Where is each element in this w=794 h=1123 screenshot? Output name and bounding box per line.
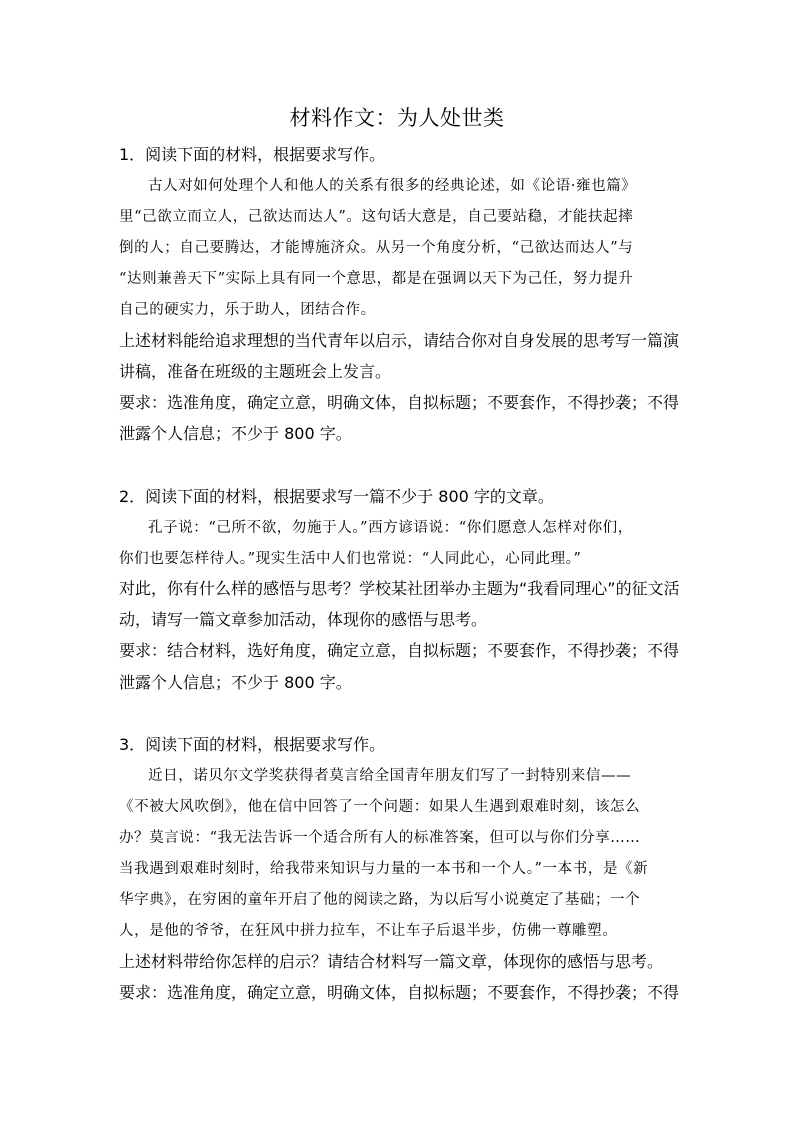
q3-material-line: 近日，诺贝尔文学奖获得者莫言给全国青年朋友们写了一封特别来信—— [148,768,632,784]
q3-task-line: 上述材料带给你怎样的启示？请结合材料写一篇文章，体现你的感悟与思考。 [119,952,664,971]
q3-requirement-line: 要求：选准角度，确定立意，明确文体，自拟标题；不要套作，不得抄袭；不得 [119,983,680,1002]
q3-heading: 3．阅读下面的材料，根据要求写作。 [119,735,386,754]
q3-material-line: 华字典》，在穷困的童年开启了他的阅读之路，为以后写小说奠定了基础；一个 [119,892,641,908]
q1-requirement-line: 泄露个人信息；不少于 800 字。 [119,424,352,443]
q2-task-line: 动，请写一篇文章参加活动，体现你的感悟与思考。 [119,610,488,629]
q2-material-line: 孔子说：“己所不欲，勿施于人。”西方谚语说：“你们愿意人怎样对你们， [148,520,633,536]
q3-material-line: 人，是他的爷爷，在狂风中拼力拉车，不让车子后退半步，仿佛一尊雕塑。 [119,923,618,939]
q1-material-line: “达则兼善天下”实际上具有同一个意思，都是在强调以天下为己任，努力提升 [119,271,634,287]
q1-heading: 1．阅读下面的材料，根据要求写作。 [119,145,386,164]
q2-requirement-line: 泄露个人信息；不少于 800 字。 [119,673,352,692]
q2-task-line: 对此，你有什么样的感悟与思考？学校某社团举办主题为“我看同理心”的征文活 [119,579,680,598]
q1-material-line: 自己的硬实力，乐于助人，团结合作。 [119,302,376,318]
q1-material-line: 里“己欲立而立人，己欲达而达人”。这句话大意是，自己要站稳，才能扶起摔 [119,209,634,225]
q3-material-line: 当我遇到艰难时刻时，给我带来知识与力量的一本书和一个人。”一本书，是《新 [119,861,649,877]
q3-material-line: 办？莫言说：“我无法告诉一个适合所有人的标准答案，但可以与你们分享…… [119,830,641,846]
q1-material-line: 倒的人；自己要腾达，才能博施济众。从另一个角度分析，“己欲达而达人”与 [119,240,634,256]
page-title: 材料作文：为人处世类 [289,106,505,130]
q2-requirement-line: 要求：结合材料，选好角度，确定立意，自拟标题；不要套作，不得抄袭；不得 [119,641,680,660]
q2-heading: 2．阅读下面的材料，根据要求写一篇不少于 800 字的文章。 [119,487,554,506]
q1-task-line: 讲稿，准备在班级的主题班会上发言。 [119,362,392,381]
q2-material-line: 你们也要怎样待人。”现实生活中人们也常说：“人同此心，心同此理。” [119,551,582,567]
q1-task-line: 上述材料能给追求理想的当代青年以启示，请结合你对自身发展的思考写一篇演 [119,331,680,350]
q3-material-line: 《不被大风吹倒》，他在信中回答了一个问题：如果人生遇到艰难时刻，该怎么 [119,799,641,815]
q1-requirement-line: 要求：选准角度，确定立意，明确文体，自拟标题；不要套作，不得抄袭；不得 [119,393,680,412]
q1-material-line: 古人对如何处理个人和他人的关系有很多的经典论述，如《论语·雍也篇》 [148,178,637,194]
